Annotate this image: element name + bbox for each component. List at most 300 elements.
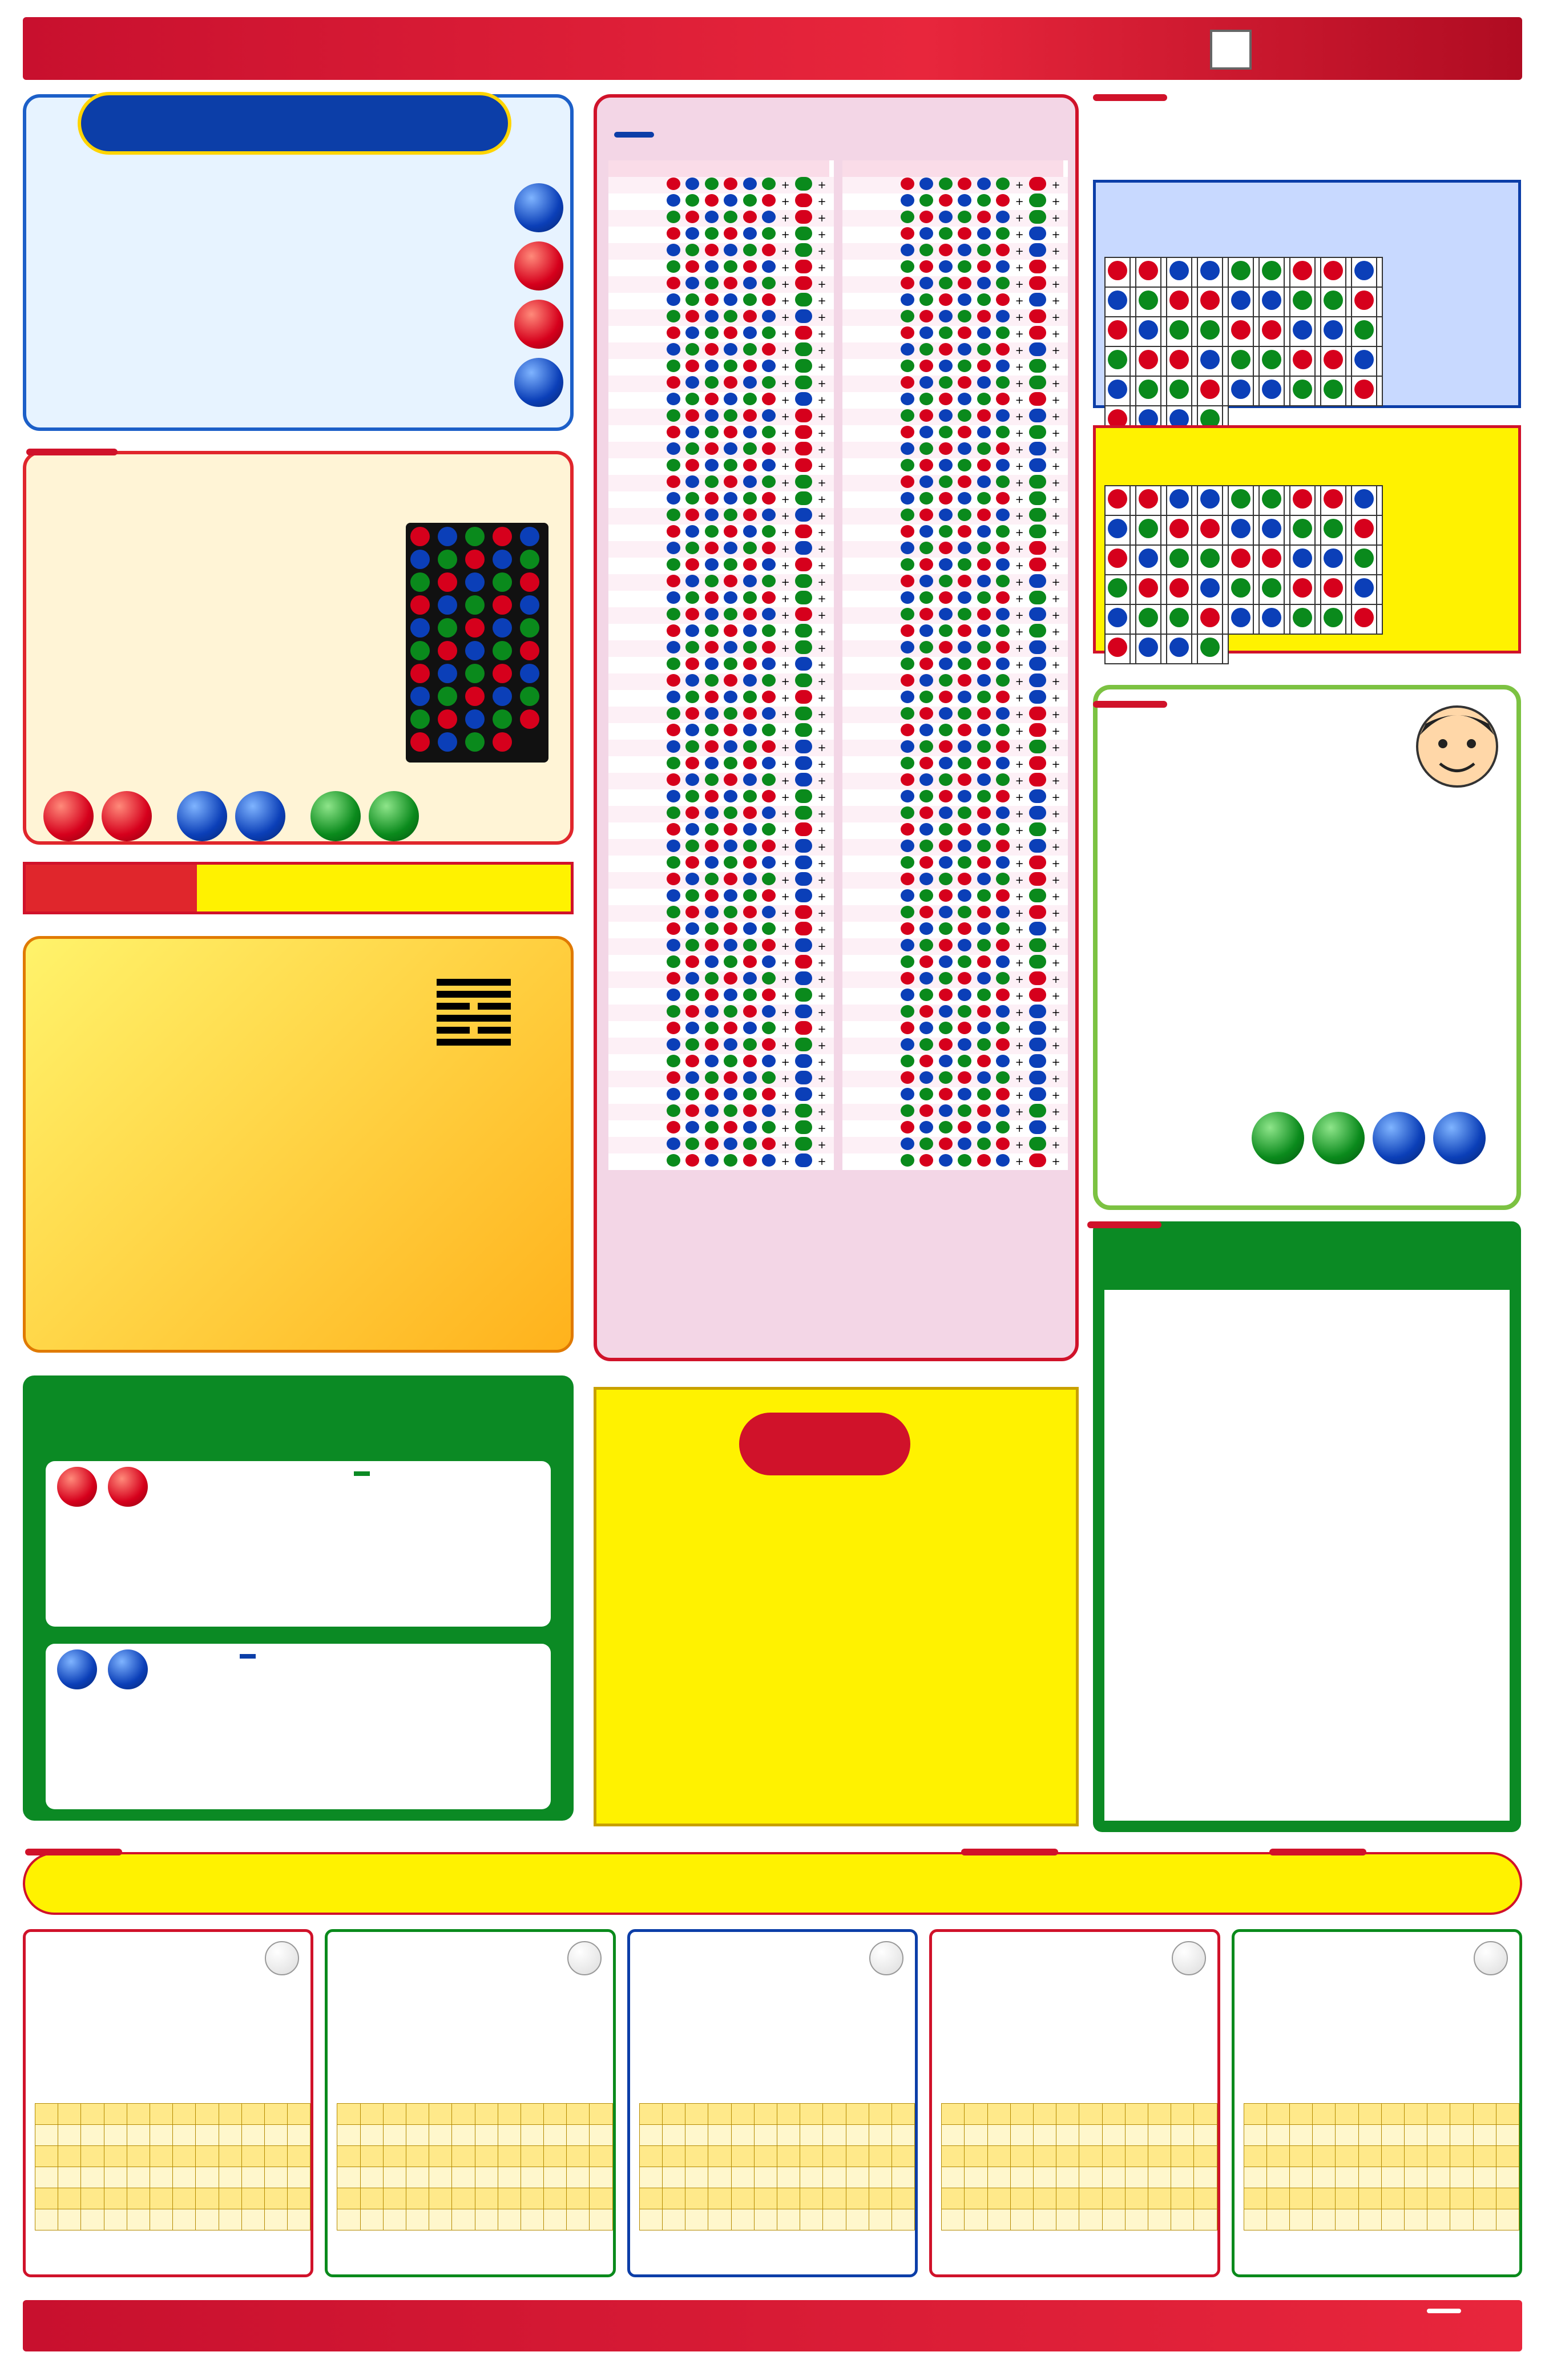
date-box xyxy=(1210,30,1252,70)
special-ball xyxy=(793,1153,816,1170)
grid-cell xyxy=(987,2125,1010,2146)
ball-number xyxy=(1167,346,1192,376)
drawn-ball xyxy=(975,955,994,971)
drawn-ball xyxy=(721,889,740,905)
results-column-right xyxy=(842,160,1068,1170)
drawn-ball xyxy=(994,558,1012,574)
grid-cell xyxy=(173,2146,196,2167)
grid-cell xyxy=(1079,2146,1102,2167)
drawn-ball xyxy=(917,756,936,773)
ball-number xyxy=(1105,545,1130,575)
issue-label xyxy=(842,640,898,657)
issue-label xyxy=(608,905,664,922)
special-ball xyxy=(1027,425,1050,442)
grid-cell xyxy=(1427,2146,1450,2167)
result-row: + + xyxy=(842,293,1068,309)
issue-label xyxy=(608,1054,664,1071)
ball-count xyxy=(1315,376,1321,406)
result-row: + + xyxy=(842,442,1068,458)
drawn-ball xyxy=(975,657,994,673)
drawn-ball xyxy=(937,1021,955,1038)
grid-cell xyxy=(590,2167,612,2188)
grid-cell xyxy=(1427,2167,1450,2188)
zodiac-num xyxy=(829,442,834,458)
grid-cell xyxy=(337,2167,360,2188)
drawn-ball xyxy=(664,541,683,558)
drawn-ball xyxy=(955,1005,974,1021)
result-row: + + xyxy=(842,193,1068,210)
drawn-ball xyxy=(683,475,702,491)
drawn-ball xyxy=(898,1021,917,1038)
grid-cell xyxy=(663,2104,685,2125)
col-header xyxy=(664,160,829,177)
poem-label xyxy=(26,865,197,911)
drawn-ball xyxy=(683,1005,702,1021)
special-ball xyxy=(793,955,816,971)
drawn-ball xyxy=(917,409,936,425)
drawn-ball xyxy=(994,326,1012,342)
drawn-ball xyxy=(760,442,778,458)
zodiac-num xyxy=(1063,193,1068,210)
grid-cell xyxy=(1404,2146,1427,2167)
board-ball xyxy=(410,664,430,683)
ball-count xyxy=(1130,545,1136,575)
drawn-ball xyxy=(703,707,721,723)
result-row: + + xyxy=(842,342,1068,359)
ball-number xyxy=(1259,317,1284,346)
grid-cell xyxy=(150,2209,172,2230)
xinliao-box-2 xyxy=(46,1644,551,1809)
drawn-ball xyxy=(683,376,702,392)
grid-cell xyxy=(288,2125,310,2146)
drawn-ball xyxy=(975,210,994,227)
drawn-ball xyxy=(955,342,974,359)
issue-label xyxy=(842,1038,898,1054)
drawn-ball xyxy=(994,508,1012,525)
drawn-ball xyxy=(994,392,1012,409)
special-ball xyxy=(1027,376,1050,392)
special-ball xyxy=(1027,475,1050,491)
drawn-ball xyxy=(760,723,778,740)
special-ball xyxy=(793,309,816,326)
grid-cell xyxy=(360,2188,383,2209)
drawn-ball xyxy=(703,409,721,425)
drawn-ball xyxy=(975,227,994,243)
grid-cell xyxy=(891,2209,914,2230)
ball-count xyxy=(1130,376,1136,406)
drawn-ball xyxy=(975,1071,994,1087)
grid-cell xyxy=(891,2104,914,2125)
drawn-ball xyxy=(937,541,955,558)
result-row: + + xyxy=(608,458,834,475)
grid-cell xyxy=(1313,2188,1336,2209)
grid-cell xyxy=(452,2209,475,2230)
ball-number xyxy=(1167,575,1192,604)
ball-count xyxy=(1253,346,1259,376)
drawn-ball xyxy=(741,1071,760,1087)
special-ball xyxy=(793,1087,816,1104)
ball-number xyxy=(1321,545,1346,575)
count-row xyxy=(1105,257,1382,287)
special-ball xyxy=(1027,342,1050,359)
zodiac-num xyxy=(1063,740,1068,756)
ball-count xyxy=(1284,486,1290,515)
drawn-ball xyxy=(994,309,1012,326)
drawn-ball xyxy=(721,1137,740,1153)
drawn-ball xyxy=(683,1054,702,1071)
drawn-ball xyxy=(955,177,974,193)
drawn-ball xyxy=(760,872,778,889)
drawn-ball xyxy=(703,260,721,276)
special-ball xyxy=(793,558,816,574)
drawn-ball xyxy=(975,822,994,839)
sec1-table xyxy=(1104,257,1383,436)
drawn-ball xyxy=(898,359,917,376)
ball-number xyxy=(1167,287,1192,317)
drawn-ball xyxy=(664,624,683,640)
special-ball xyxy=(793,409,816,425)
three-colour-text xyxy=(49,577,392,748)
drawn-ball xyxy=(721,1054,740,1071)
ball-number xyxy=(1167,604,1192,634)
drawn-ball xyxy=(741,508,760,525)
board-ball xyxy=(438,595,457,615)
drawn-ball xyxy=(760,1153,778,1170)
drawn-ball xyxy=(955,723,974,740)
grid-cell xyxy=(1290,2209,1313,2230)
ball-number xyxy=(1105,515,1130,545)
bet-count xyxy=(437,1555,531,1562)
drawn-ball xyxy=(760,822,778,839)
analysis-col-foot xyxy=(639,2229,906,2270)
issue-label xyxy=(842,425,898,442)
zodiac-num xyxy=(1063,177,1068,193)
grid-cell xyxy=(1148,2104,1171,2125)
drawn-ball xyxy=(937,756,955,773)
result-row: + + xyxy=(608,409,834,425)
bet-row xyxy=(63,1737,531,1744)
drawn-ball xyxy=(703,657,721,673)
ball-count xyxy=(1284,604,1290,634)
page-number xyxy=(1427,2309,1461,2313)
drawn-ball xyxy=(760,607,778,624)
grid-cell xyxy=(777,2146,800,2167)
grid-cell xyxy=(1033,2125,1056,2146)
zodiac-num xyxy=(1063,1120,1068,1137)
analysis-badge xyxy=(1172,1941,1206,1975)
drawn-ball xyxy=(917,1087,936,1104)
result-row: + + xyxy=(608,425,834,442)
ball-number xyxy=(1259,287,1284,317)
issue-label xyxy=(842,690,898,707)
drawn-ball xyxy=(994,359,1012,376)
grid-cell xyxy=(406,2104,429,2125)
drawn-ball xyxy=(917,591,936,607)
grid-cell xyxy=(1313,2125,1336,2146)
drawn-ball xyxy=(703,293,721,309)
grid-cell xyxy=(1194,2209,1217,2230)
grid-cell xyxy=(731,2209,754,2230)
drawn-ball xyxy=(721,475,740,491)
grid-cell xyxy=(1171,2104,1194,2125)
drawn-ball xyxy=(741,491,760,508)
grid-cell xyxy=(383,2125,406,2146)
grid-cell xyxy=(754,2104,777,2125)
drawn-ball xyxy=(760,293,778,309)
special-ball xyxy=(1027,458,1050,475)
special-ball xyxy=(793,541,816,558)
drawn-ball xyxy=(683,988,702,1005)
ball-number xyxy=(1136,376,1161,406)
special-ball xyxy=(1027,525,1050,541)
special-ball xyxy=(1027,1021,1050,1038)
zodiac-num xyxy=(829,491,834,508)
drawn-ball xyxy=(760,458,778,475)
zodiac-num xyxy=(829,1087,834,1104)
drawn-ball xyxy=(721,525,740,541)
result-row: + + xyxy=(842,922,1068,938)
drawn-ball xyxy=(898,392,917,409)
special-ball xyxy=(793,1038,816,1054)
drawn-ball xyxy=(664,227,683,243)
grid-cell xyxy=(383,2167,406,2188)
drawn-ball xyxy=(721,624,740,640)
special-ball xyxy=(1027,591,1050,607)
drawn-ball xyxy=(955,193,974,210)
board-ball xyxy=(438,687,457,706)
drawn-ball xyxy=(683,1038,702,1054)
drawn-ball xyxy=(664,177,683,193)
board-ball xyxy=(465,732,485,752)
drawn-ball xyxy=(975,442,994,458)
issue-label xyxy=(608,574,664,591)
ball-count xyxy=(1377,515,1382,545)
grid-cell xyxy=(754,2146,777,2167)
drawn-ball xyxy=(975,326,994,342)
grid-cell xyxy=(1381,2209,1404,2230)
ball-count xyxy=(1223,604,1228,634)
special-ball xyxy=(793,856,816,872)
grid-cell xyxy=(590,2188,612,2209)
drawn-ball xyxy=(721,839,740,856)
grid-cell xyxy=(360,2104,383,2125)
board-ball xyxy=(465,572,485,592)
drawn-ball xyxy=(721,193,740,210)
grid-cell xyxy=(35,2188,58,2209)
drawn-ball xyxy=(683,442,702,458)
ball-count xyxy=(1315,604,1321,634)
board-ball xyxy=(438,550,457,569)
drawn-ball xyxy=(664,409,683,425)
drawn-ball xyxy=(664,491,683,508)
special-ball xyxy=(793,342,816,359)
ball-count xyxy=(1161,515,1167,545)
drawn-ball xyxy=(937,359,955,376)
drawn-ball xyxy=(898,723,917,740)
ball-count xyxy=(1377,287,1382,317)
bet-desc xyxy=(63,1737,437,1744)
drawn-ball xyxy=(898,955,917,971)
result-row: + + xyxy=(608,806,834,822)
ball-count xyxy=(1284,317,1290,346)
drawn-ball xyxy=(898,409,917,425)
drawn-ball xyxy=(703,607,721,624)
issue-label xyxy=(608,475,664,491)
drawn-ball xyxy=(760,525,778,541)
zodiac-num xyxy=(1063,309,1068,326)
special-ball xyxy=(1027,1120,1050,1137)
grid-cell xyxy=(1381,2125,1404,2146)
drawn-ball xyxy=(994,889,1012,905)
drawn-ball xyxy=(917,177,936,193)
drawn-ball xyxy=(975,839,994,856)
drawn-ball xyxy=(917,1120,936,1137)
drawn-ball xyxy=(721,988,740,1005)
drawn-ball xyxy=(994,591,1012,607)
issue-label xyxy=(842,905,898,922)
record-grid xyxy=(639,2103,915,2230)
grid-cell xyxy=(360,2167,383,2188)
drawn-ball xyxy=(683,1071,702,1087)
drawn-ball xyxy=(703,309,721,326)
drawn-ball xyxy=(898,293,917,309)
ball-count xyxy=(1130,287,1136,317)
zodiac-num xyxy=(1063,508,1068,525)
drawn-ball xyxy=(975,624,994,640)
result-row: + + xyxy=(608,326,834,342)
drawn-ball xyxy=(994,342,1012,359)
ball-count xyxy=(1161,287,1167,317)
drawn-ball xyxy=(917,442,936,458)
drawn-ball xyxy=(721,342,740,359)
drawn-ball xyxy=(955,624,974,640)
drawn-ball xyxy=(937,475,955,491)
special-ball xyxy=(1027,293,1050,309)
grid-cell xyxy=(1056,2125,1079,2146)
ball-number xyxy=(1105,257,1130,287)
issue-label xyxy=(608,558,664,574)
grid-cell xyxy=(965,2188,987,2209)
board-ball xyxy=(493,527,512,546)
ball-count xyxy=(1161,634,1167,664)
drawn-ball xyxy=(955,359,974,376)
ball-number xyxy=(1290,317,1315,346)
drawn-ball xyxy=(664,1021,683,1038)
grid-cell xyxy=(429,2146,452,2167)
grid-cell xyxy=(1266,2167,1289,2188)
grid-cell xyxy=(196,2188,219,2209)
zodiac-num xyxy=(1063,607,1068,624)
zodiac-num xyxy=(1063,1071,1068,1087)
ball-number xyxy=(1197,634,1223,664)
zodiac-num xyxy=(1063,657,1068,673)
grid-cell xyxy=(1336,2167,1358,2188)
drawn-ball xyxy=(917,1104,936,1120)
ball-number xyxy=(1197,604,1223,634)
drawn-ball xyxy=(741,1104,760,1120)
drawn-ball xyxy=(917,988,936,1005)
zodiac-num xyxy=(829,1021,834,1038)
drawn-ball xyxy=(994,458,1012,475)
sec2-table xyxy=(1104,485,1383,664)
grid-cell xyxy=(1266,2125,1289,2146)
bet-count xyxy=(437,1548,531,1555)
result-row: + + xyxy=(842,1153,1068,1170)
issue-label xyxy=(842,789,898,806)
bet-count xyxy=(437,1744,531,1751)
drawn-ball xyxy=(898,574,917,591)
grid-cell xyxy=(337,2104,360,2125)
drawn-ball xyxy=(994,905,1012,922)
ball-number xyxy=(1321,604,1346,634)
ball-number xyxy=(1197,376,1223,406)
board-ball xyxy=(438,527,457,546)
result-row: + + xyxy=(842,525,1068,541)
drawn-ball xyxy=(955,1071,974,1087)
analysis-columns xyxy=(23,1929,1522,2277)
zodiac-num xyxy=(829,1038,834,1054)
result-row: + + xyxy=(842,673,1068,690)
col-header xyxy=(608,160,664,177)
drawn-ball xyxy=(721,938,740,955)
result-row: + + xyxy=(608,740,834,756)
drawn-ball xyxy=(664,872,683,889)
zodiac-num xyxy=(829,591,834,607)
drawn-ball xyxy=(721,376,740,392)
drawn-ball xyxy=(721,276,740,293)
gouyun-ball xyxy=(1373,1112,1425,1164)
drawn-ball xyxy=(937,789,955,806)
board-ball xyxy=(493,732,512,752)
zodiac-num xyxy=(829,707,834,723)
drawn-ball xyxy=(741,309,760,326)
grid-cell xyxy=(383,2209,406,2230)
drawn-ball xyxy=(683,938,702,955)
kaixin-panel xyxy=(594,1387,1079,1826)
grid-cell xyxy=(1404,2209,1427,2230)
ball-number xyxy=(1105,575,1130,604)
drawn-ball xyxy=(664,326,683,342)
drawn-ball xyxy=(975,1005,994,1021)
result-row: + + xyxy=(608,607,834,624)
grid-cell xyxy=(264,2209,287,2230)
zodiac-num xyxy=(829,856,834,872)
zodiac-num xyxy=(829,773,834,789)
drawn-ball xyxy=(760,690,778,707)
result-row: + + xyxy=(842,938,1068,955)
special-ball xyxy=(1027,756,1050,773)
drawn-ball xyxy=(760,309,778,326)
drawn-ball xyxy=(760,971,778,988)
drawn-ball xyxy=(703,574,721,591)
grid-cell xyxy=(567,2125,590,2146)
drawn-ball xyxy=(937,276,955,293)
special-ball xyxy=(1027,673,1050,690)
zodiac-num xyxy=(829,359,834,376)
result-row: + + xyxy=(608,856,834,872)
issue-label xyxy=(608,938,664,955)
zodiac-num xyxy=(829,326,834,342)
drawn-ball xyxy=(703,177,721,193)
drawn-ball xyxy=(955,260,974,276)
special-ball xyxy=(793,442,816,458)
drawn-ball xyxy=(760,740,778,756)
drawn-ball xyxy=(994,922,1012,938)
grid-cell xyxy=(429,2167,452,2188)
drawn-ball xyxy=(703,922,721,938)
grid-cell xyxy=(127,2146,150,2167)
drawn-ball xyxy=(741,210,760,227)
